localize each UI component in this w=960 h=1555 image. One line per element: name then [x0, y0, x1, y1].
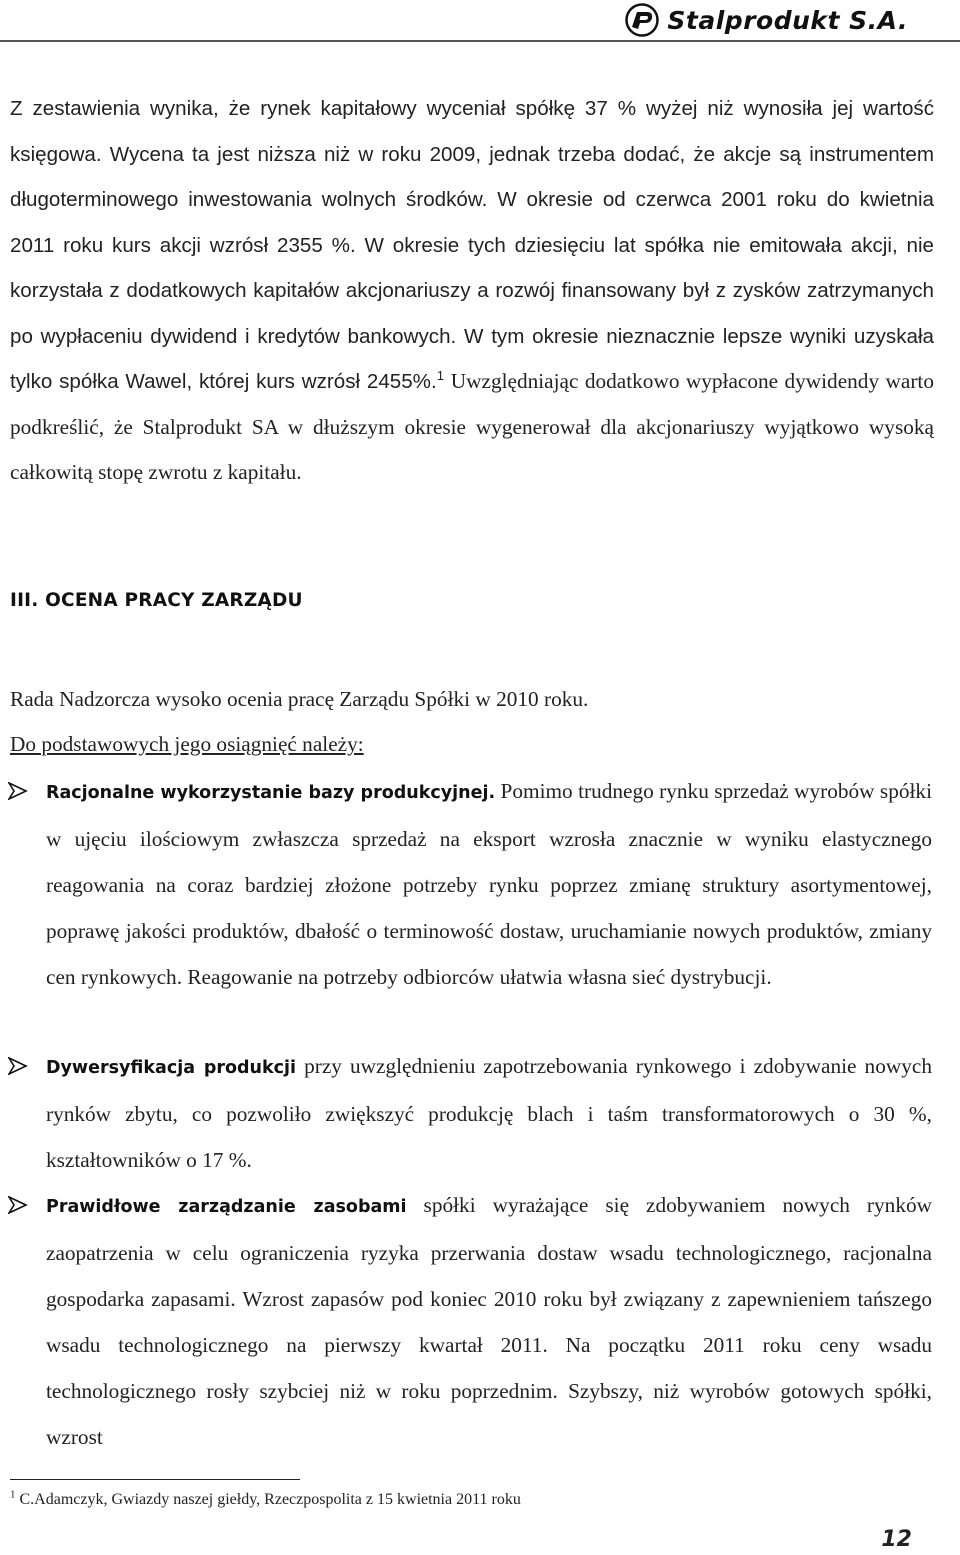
stalprodukt-logo-icon — [625, 3, 659, 37]
board-assessment: Rada Nadzorcza wysoko ocenia pracę Zarządu Spółki w 2010 roku. — [10, 687, 589, 711]
footnote — [10, 1489, 521, 1511]
arrow-bullet-icon — [8, 1057, 28, 1075]
achievement-title: Dywersyfikacja produkcji — [46, 1058, 297, 1078]
achievement-text: przy uwzględnieniu zapotrzebowania rynkowego i zdobywanie nowych rynków zbytu, co pozwoliło zwiększyć produkcję blach i taśm transformatorowych o 30 %, kształtowników o 17 %. — [46, 1054, 932, 1172]
arrow-bullet-icon — [8, 782, 28, 800]
company-name: Stalprodukt S.A. — [667, 5, 908, 35]
achievement-item — [46, 768, 932, 1000]
achievement-title: Prawidłowe zarządzanie zasobami — [46, 1197, 407, 1217]
footnote-number: 1 — [10, 1488, 16, 1501]
footnote-reference: 1 — [436, 368, 444, 384]
achievements-intro: Do podstawowych jego osiągnięć należy: — [10, 732, 364, 756]
page-number: 12 — [881, 1527, 912, 1552]
section-heading: III. OCENA PRACY ZARZĄDU — [10, 590, 303, 611]
company-logo — [625, 3, 908, 37]
achievement-text: Pomimo trudnego rynku sprzedaż wyrobów spółki w ujęciu ilościowym zwłaszcza sprzedaż na eksport wzrosła znacznie w wyniku elastycznego reagowania na coraz bardziej złożone potrzeby rynku poprzez zmianę struktury asortymentowej, poprawę jakości produktów, dbałość o terminowość dostaw, uruchamianie nowych produktów, zmiany cen rynkowych. Reagowanie na potrzeby odbiorców ułatwia własna sieć dystrybucji. — [46, 779, 933, 989]
footnote-text: C.Adamczyk, Gwiazdy naszej giełdy, Rzeczpospolita z 15 kwietnia 2011 roku — [19, 1491, 521, 1508]
header-divider — [0, 40, 960, 42]
paragraph-text-continued: Uwzględniając dodatkowo wypłacone dywidendy warto podkreślić, że Stalprodukt SA w dłuższym okresie wygenerował dla akcjonariuszy wyjątkowo wysoką całkowitą stopę zwrotu z kapitału. — [10, 369, 934, 484]
achievement-item — [46, 1182, 932, 1460]
achievement-item — [46, 1043, 932, 1183]
achievement-title: Racjonalne wykorzystanie bazy produkcyjnej. — [46, 783, 496, 803]
achievement-text: spółki wyrażające się zdobywaniem nowych rynków zaopatrzenia w celu ograniczenia ryzyka przerwania dostaw wsadu technologicznego, racjonalna gospodarka zapasami. Wzrost zapasów pod koniec 2010 roku był związany z zapewnieniem tańszego wsadu technologicznego na pierwszy kwartał 2011. Na początku 2011 roku ceny wsadu technologicznego rosły szybciej niż w roku poprzednim. Szybszy, niż wyrobów gotowych spółki, wzrost — [46, 1193, 932, 1449]
page-header — [0, 0, 960, 48]
paragraph-text: Z zestawienia wynika, że rynek kapitałowy wyceniał spółkę 37 % wyżej niż wynosiła jej wartość księgowa. Wycena ta jest niższa niż w roku 2009, jednak trzeba dodać, że akcje są instrumentem długoterminowego inwestowania wolnych środków. W okresie od czerwca 2001 roku do kwietnia 2011 roku kurs akcji wzrósł 2355 %. W okresie tych dziesięciu lat spółka nie emitowała akcji, nie korzystała z dodatkowych kapitałów akcjonariuszy a rozwój finansowany był z zysków zatrzymanych po wypłaceniu dywidend i kredytów bankowych. W tym okresie nieznacznie lepsze wyniki uzyskała tylko spółka Wawel, której kurs wzrósł 2455%. — [10, 97, 934, 393]
market-valuation-paragraph — [10, 86, 934, 496]
arrow-bullet-icon — [8, 1196, 28, 1214]
footnote-divider — [10, 1479, 300, 1480]
